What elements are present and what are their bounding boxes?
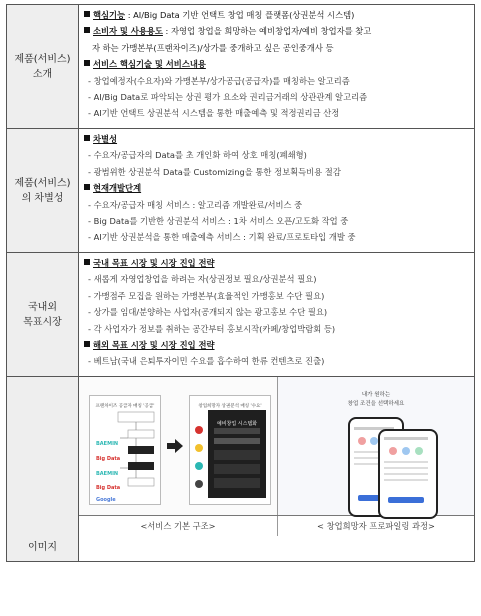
image-panels	[79, 377, 474, 516]
demand-icons	[190, 396, 208, 504]
section-heading	[84, 337, 470, 353]
section-heading	[84, 131, 470, 147]
document-table	[6, 4, 475, 562]
right-caption: < 창업희망자 프로파일링 과정>	[317, 521, 435, 531]
bullet-square-icon	[84, 60, 90, 66]
profiling-heading-1: 내가 원하는	[361, 392, 391, 398]
row-label-line-2: 소개	[32, 68, 53, 80]
phone-mockup-front	[378, 429, 438, 519]
row-label-line-2: 목표시장	[23, 316, 62, 328]
demand-panel	[189, 395, 271, 505]
section-heading	[84, 255, 470, 271]
bullet-square-icon	[84, 27, 90, 33]
supply-panel-title: 프랜차이즈 공급자 매칭 '공급'	[95, 404, 155, 409]
section-heading	[84, 180, 470, 196]
bullet-item: - 수요자/공급자 매칭 서비스 : 알고리즘 개발완료/서비스 중	[88, 199, 303, 210]
heading-text: 해외 목표 시장 및 시장 진입 전략	[93, 340, 215, 351]
bullet-item: - AI/Big Data로 파악되는 상권 평가 요소와 권리금거래의 상관관계 알고리즘	[88, 92, 368, 103]
row-content	[79, 253, 475, 377]
heading-text: : AI/Big Data 기반 언택트 창업 매칭 플랫폼(상권분석 시스템)	[125, 10, 355, 20]
continuation-line: 자 하는 가맹본부(프랜차이즈)/상가를 중개하고 싶은 공인중개사 등	[92, 42, 334, 53]
image-content	[79, 377, 475, 562]
flow-lines	[90, 396, 160, 504]
bullet-item: - 새롭게 자영업창업을 하려는 자(상권정보 필요/상권분석 필요)	[88, 274, 317, 285]
bullet-item: - AI기반 상권분석을 통한 매출예측 서비스 : 기획 완료/프로토타입 개발 중	[88, 232, 356, 243]
row-target-market	[7, 253, 475, 377]
row-product-intro	[7, 5, 475, 129]
heading-keyword: 서비스 핵심기술 및 서비스내용	[93, 59, 206, 70]
row-label-line-1: 제품(서비스)	[14, 177, 71, 189]
row-content	[79, 129, 475, 253]
section-heading	[84, 56, 470, 72]
row-label-line-2: 의 차별성	[21, 192, 64, 204]
blank-area	[79, 536, 474, 561]
row-label-line-1: 국내외	[28, 301, 57, 313]
profiling-heading-2: 창업 조건을 선택하세요	[347, 401, 405, 407]
bullet-square-icon	[84, 135, 90, 141]
logo-baemin-2: BAEMIN	[96, 471, 119, 477]
bullet-item: - 광범위한 상권분석 Data를 Customizing을 통한 정보획득비용 절감	[88, 166, 341, 177]
bullet-square-icon	[84, 11, 90, 17]
bullet-square-icon	[84, 341, 90, 347]
supply-panel	[89, 395, 161, 505]
profiling-process-image	[278, 377, 474, 515]
logo-google: Google	[96, 497, 116, 503]
demand-blocks	[208, 410, 266, 498]
bullet-item: - 상가를 임대/분양하는 사업자(공개되지 않는 광고홍보 수단 필요)	[88, 307, 328, 318]
bullet-item: - 베트남(국내 은퇴투자이민 수요를 흡수하여 한류 컨텐츠로 진출)	[88, 356, 325, 367]
row-differentiation	[7, 129, 475, 253]
heading-keyword: 차별성	[93, 134, 118, 144]
heading-text: : 자영업 창업을 희망하는 예비창업자/예비 창업자를 찾고	[162, 26, 372, 37]
logo-baemin-1: BAEMIN	[96, 441, 119, 447]
row-label	[7, 129, 79, 253]
image-row-label: 이미지	[28, 542, 57, 553]
bullet-square-icon	[84, 259, 90, 265]
heading-keyword: 소비자 및 사용용도	[93, 26, 163, 37]
service-structure-diagram	[79, 377, 278, 515]
row-label	[7, 5, 79, 129]
heading-keyword: 핵심기능	[93, 10, 126, 20]
center-text: 예비창업 시스템화	[216, 421, 258, 427]
bullet-item: - 수요자/공급자의 Data를 초 개인화 하여 상호 매칭(폐쇄형)	[88, 150, 307, 161]
row-image	[7, 377, 475, 562]
bullet-item: - 각 사업자가 정보를 취하는 공간부터 홍보시작(카페/창업박람회 등)	[88, 323, 336, 334]
section-heading	[84, 7, 470, 23]
heading-text: 국내 목표 시장 및 시장 진입 전략	[93, 258, 215, 268]
bullet-square-icon	[84, 184, 90, 190]
bullet-item: - AI기반 언택트 상권분석 시스템을 통한 매출예측 및 적정권리금 산정	[88, 108, 340, 119]
row-content	[79, 5, 475, 129]
left-caption: <서비스 기본 구조>	[79, 516, 278, 536]
logo-bigdata-1: Big Data	[96, 456, 121, 462]
bullet-item: - Big Data를 기반한 상권분석 서비스 : 1차 서비스 오픈/고도화 작업 중	[88, 216, 349, 227]
demand-panel-title: 창업희망자 상권분석 매칭 '수요'	[198, 404, 262, 409]
demand-panel-dark	[208, 410, 266, 498]
phone-screen-front	[380, 431, 432, 513]
logo-bigdata-2: Big Data	[96, 485, 121, 491]
section-heading	[84, 23, 470, 39]
row-label-line-1: 제품(서비스)	[14, 53, 71, 65]
row-label	[7, 377, 79, 562]
bullet-item: - 창업예정자(수요자)와 가맹본부/상가공급(공급자)를 매칭하는 알고리즘	[88, 75, 350, 86]
bullet-item: - 가맹점주 모집을 원하는 가맹본부(효율적인 가맹홍보 수단 필요)	[88, 290, 325, 301]
arrow-right-icon	[167, 439, 183, 453]
heading-keyword: 현재개발단계	[93, 183, 142, 194]
caption-row	[79, 516, 474, 536]
row-label	[7, 253, 79, 377]
